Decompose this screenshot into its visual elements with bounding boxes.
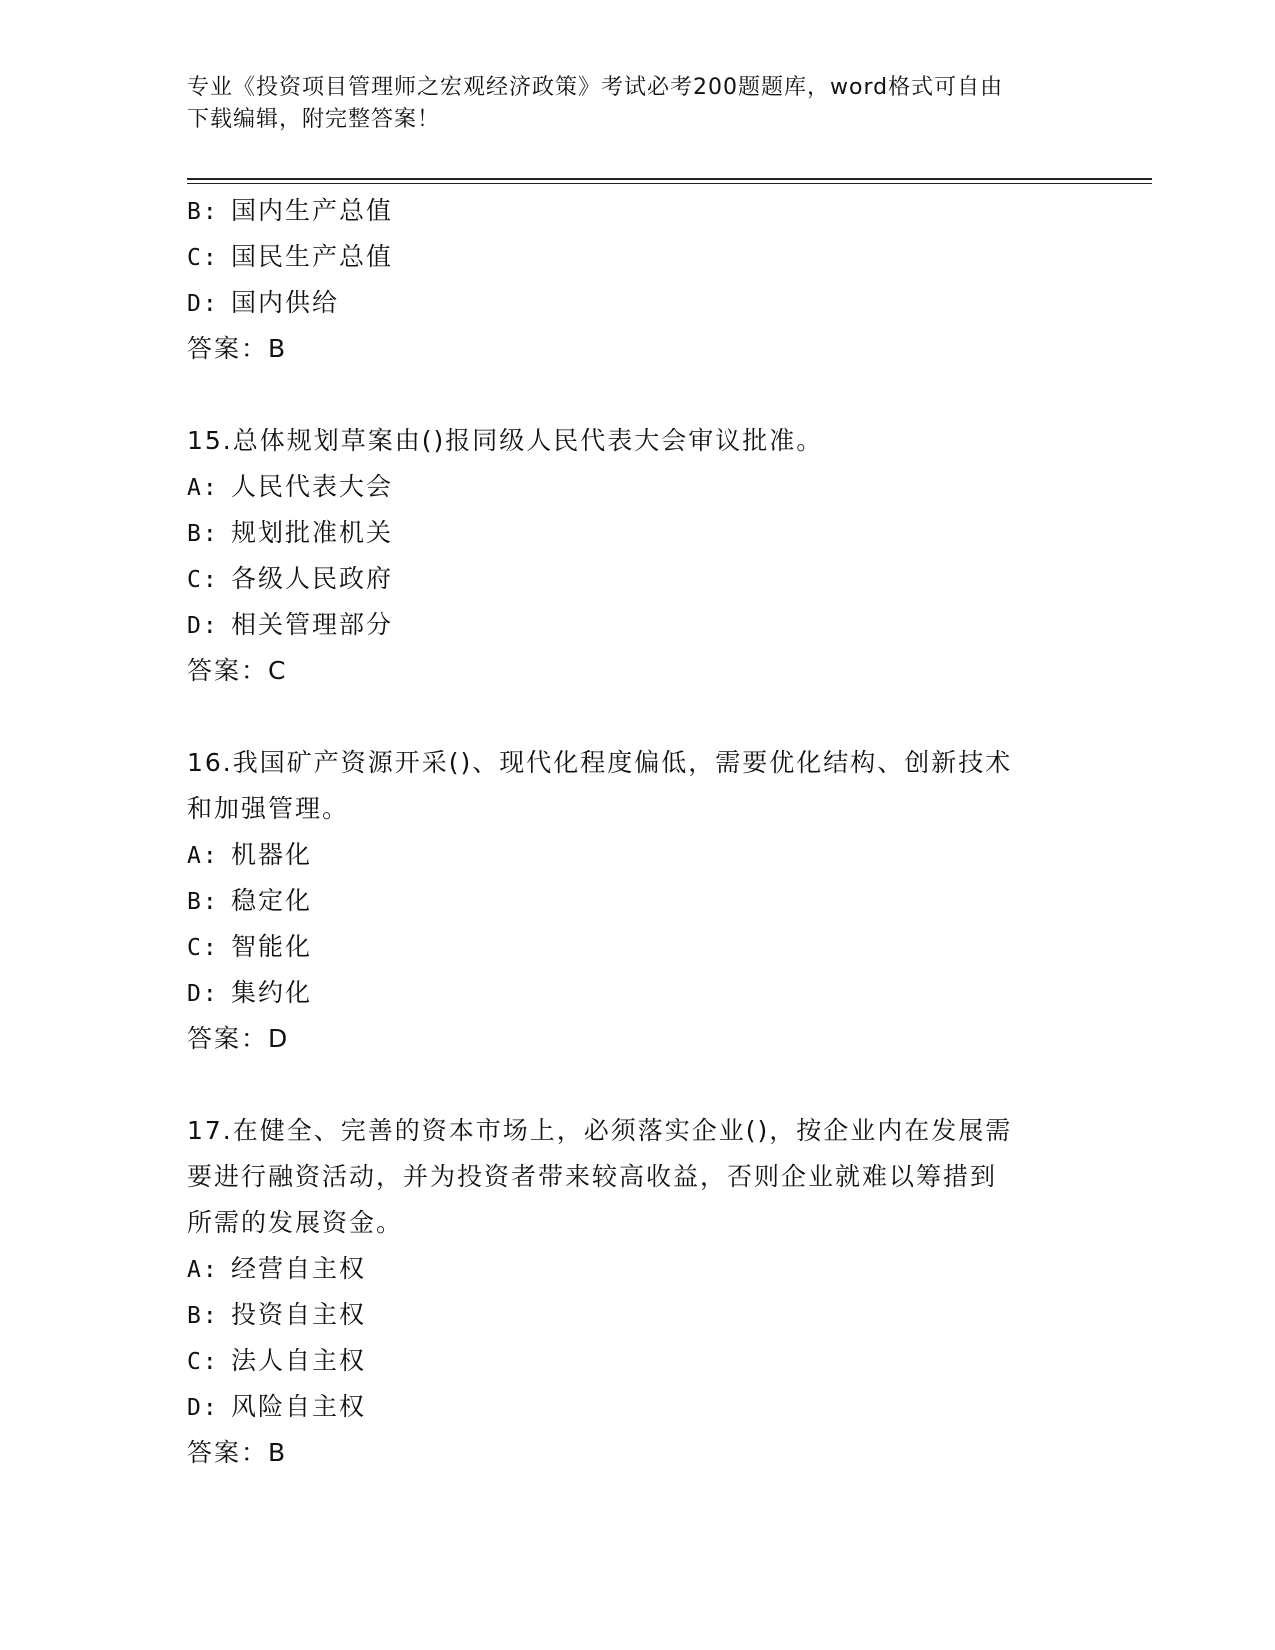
answer-line: 答案：B xyxy=(187,1438,288,1467)
option-text: 智能化 xyxy=(231,932,313,961)
option-letter: B: xyxy=(187,521,219,547)
option-letter: A: xyxy=(187,843,219,869)
question-block-15 xyxy=(187,418,1087,694)
spacer xyxy=(187,1062,1087,1108)
option-row xyxy=(187,602,1087,648)
option-text: 人民代表大会 xyxy=(231,472,394,501)
spacer xyxy=(187,694,1087,740)
answer-line: 答案：C xyxy=(187,656,288,685)
option-text: 相关管理部分 xyxy=(231,610,394,639)
option-letter: A: xyxy=(187,1257,219,1283)
option-row xyxy=(187,234,1087,280)
option-text: 风险自主权 xyxy=(231,1392,367,1421)
option-row xyxy=(187,832,1087,878)
question-stem-line: 17.在健全、完善的资本市场上，必须落实企业()，按企业内在发展需 xyxy=(187,1116,1013,1145)
header-rule-thick xyxy=(187,178,1152,180)
option-letter: D: xyxy=(187,1395,219,1421)
header-rule-thin xyxy=(187,183,1152,184)
option-text: 经营自主权 xyxy=(231,1254,367,1283)
option-row xyxy=(187,1384,1087,1430)
option-row xyxy=(187,510,1087,556)
option-text: 国内供给 xyxy=(231,288,340,317)
option-row xyxy=(187,924,1087,970)
option-letter: A: xyxy=(187,475,219,501)
question-stem-line: 16.我国矿产资源开采()、现代化程度偏低，需要优化结构、创新技术 xyxy=(187,748,1013,777)
option-text: 投资自主权 xyxy=(231,1300,367,1329)
option-row xyxy=(187,1338,1087,1384)
question-block-16 xyxy=(187,740,1087,1062)
option-letter: D: xyxy=(187,981,219,1007)
option-letter: D: xyxy=(187,291,219,317)
option-row xyxy=(187,1292,1087,1338)
option-letter: D: xyxy=(187,613,219,639)
document-header xyxy=(187,72,1067,136)
option-text: 稳定化 xyxy=(231,886,313,915)
answer-line: 答案：D xyxy=(187,1024,290,1053)
question-block-17 xyxy=(187,1108,1087,1476)
option-row xyxy=(187,1246,1087,1292)
option-letter: C: xyxy=(187,1349,219,1375)
partial-question-block xyxy=(187,188,1087,372)
option-row xyxy=(187,280,1087,326)
option-letter: C: xyxy=(187,567,219,593)
question-content xyxy=(187,188,1087,1476)
question-stem-line: 要进行融资活动，并为投资者带来较高收益，否则企业就难以筹措到 xyxy=(187,1162,998,1191)
question-stem-line: 和加强管理。 xyxy=(187,794,350,823)
option-text: 国民生产总值 xyxy=(231,242,394,271)
option-text: 各级人民政府 xyxy=(231,564,394,593)
answer-line: 答案：B xyxy=(187,334,288,363)
option-row xyxy=(187,970,1087,1016)
question-stem-line: 15.总体规划草案由()报同级人民代表大会审议批准。 xyxy=(187,426,824,455)
header-line-1: 专业《投资项目管理师之宏观经济政策》考试必考200题题库，word格式可自由 xyxy=(187,75,1004,100)
header-line-2: 下载编辑，附完整答案！ xyxy=(187,107,441,132)
option-text: 国内生产总值 xyxy=(231,196,394,225)
question-stem-line: 所需的发展资金。 xyxy=(187,1208,404,1237)
option-letter: C: xyxy=(187,245,219,271)
option-letter: B: xyxy=(187,1303,219,1329)
option-row xyxy=(187,878,1087,924)
option-letter: B: xyxy=(187,199,219,225)
option-text: 法人自主权 xyxy=(231,1346,367,1375)
option-row xyxy=(187,556,1087,602)
option-letter: C: xyxy=(187,935,219,961)
option-text: 规划批准机关 xyxy=(231,518,394,547)
option-row xyxy=(187,464,1087,510)
option-row xyxy=(187,188,1087,234)
spacer xyxy=(187,372,1087,418)
option-text: 集约化 xyxy=(231,978,313,1007)
option-letter: B: xyxy=(187,889,219,915)
option-text: 机器化 xyxy=(231,840,313,869)
